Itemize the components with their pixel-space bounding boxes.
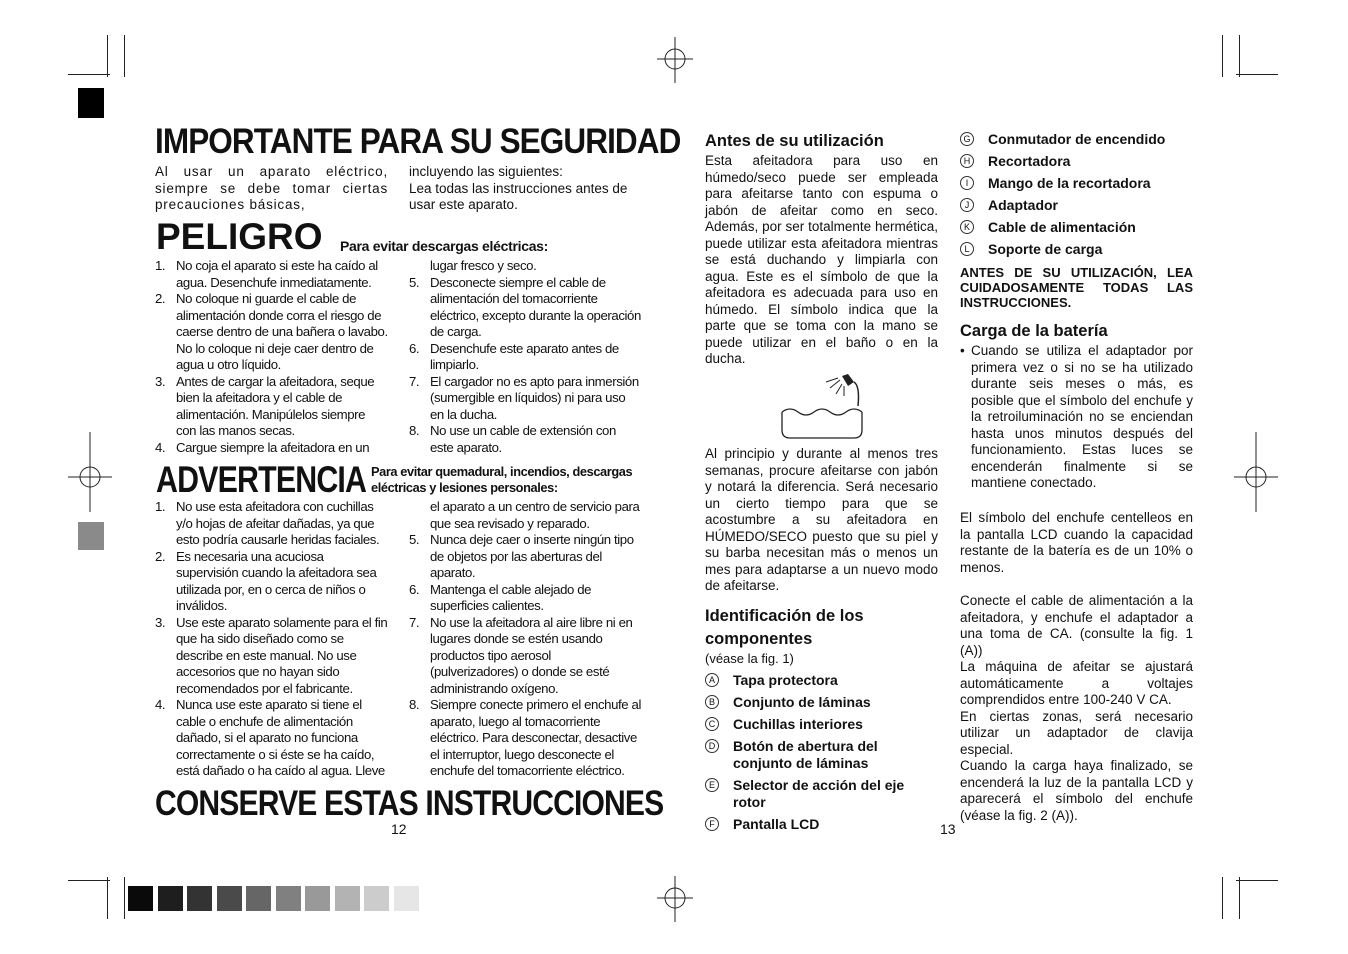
component-label: Pantalla LCD — [733, 816, 820, 832]
list-item-number: 7. — [409, 373, 420, 389]
list-item — [409, 423, 642, 456]
component-item — [705, 694, 940, 711]
grey-square-mark — [78, 522, 104, 550]
charge-heading: Carga de la batería — [960, 322, 1108, 340]
component-label: Conjunto de láminas — [733, 694, 871, 710]
danger-subtitle: Para evitar descargas eléctricas: — [340, 238, 549, 254]
component-letter-icon: L — [960, 242, 974, 256]
color-swatch — [364, 886, 389, 911]
component-item — [960, 219, 1195, 236]
intro-left: Al usar un aparato eléctrico, siempre se debe tomar ciertas precauciones básicas, — [155, 164, 388, 212]
list-item — [155, 549, 388, 615]
list-item-text: No use la afeitadora al aire libre ni en lugares donde se estén usando productos tipo aerosol (pulverizadores) o donde se esté administrando oxígeno. — [430, 614, 633, 696]
component-item — [960, 197, 1195, 214]
list-item — [155, 258, 388, 291]
danger-col-1 — [155, 258, 388, 456]
components-heading: Identificación de los componentes — [705, 607, 864, 648]
danger-col-2 — [409, 258, 642, 456]
component-letter-icon: J — [960, 198, 974, 212]
components-list-2 — [960, 131, 1195, 263]
list-item-number: 6. — [409, 581, 420, 597]
list-item — [409, 374, 642, 424]
caps-note: ANTES DE SU UTILIZACIÓN, LEA CUIDADOSAMENTE TODAS LAS INSTRUCCIONES. — [960, 265, 1193, 310]
list-item — [409, 341, 642, 374]
warning-title: ADVERTENCIA — [156, 459, 367, 500]
component-label: Selector de acción del eje rotor — [733, 777, 905, 810]
component-letter-icon: E — [705, 778, 719, 792]
component-letter-icon: C — [705, 717, 719, 731]
list-item-number: 2. — [155, 291, 166, 306]
component-letter-icon: F — [705, 817, 719, 831]
page-number-left: 12 — [391, 821, 407, 837]
components-note: (véase la fig. 1) — [705, 651, 794, 666]
list-item — [409, 275, 642, 341]
list-item-number: 4. — [155, 697, 166, 712]
component-label: Tapa protectora — [733, 672, 838, 688]
component-label: Mango de la recortadora — [988, 175, 1151, 191]
list-item-text: Nunca deje caer o inserte ningún tipo de objetos por las aberturas del aparato. — [430, 532, 634, 580]
list-item-number: 5. — [409, 274, 420, 290]
component-item — [705, 716, 940, 733]
charge-paragraph-1: El símbolo del enchufe centelleos en la pantalla LCD cuando la capacidad restante de la batería es de un 10% o menos. — [960, 510, 1193, 575]
components-list-1 — [705, 672, 940, 838]
warning-subtitle: Para evitar quemadural, incendios, descargas eléctricas y lesiones personales: — [371, 464, 633, 495]
list-item — [155, 374, 388, 440]
component-label: Soporte de carga — [988, 241, 1103, 257]
color-swatch — [217, 886, 242, 911]
component-label: Recortadora — [988, 153, 1071, 169]
component-letter-icon: B — [705, 695, 719, 709]
list-item-text: Siempre conecte primero el enchufe al aparato, luego al tomacorriente eléctrico. Para desconectar, desactive el interruptor, luego desconecte el enchufe del tomacorriente eléctrico. — [430, 697, 641, 778]
page-title: IMPORTANTE PARA SU SEGURIDAD — [155, 122, 681, 161]
list-item-number: 1. — [155, 258, 166, 273]
before-use-paragraph: Esta afeitadora para uso en húmedo/seco puede ser empleada para afeitarse tanto con espuma o jabón de afeitar como en seco. Además, por ser totalmente hermética, puede utilizar esta afeitadora mientras se está duchando y limpiarla con agua. Este es el símbolo de que la afeitadora es adecuada para uso en húmedo. El símbolo indica que la parte que se toma con la mano se puede utilizar en el baño o en la ducha. — [705, 153, 938, 366]
danger-title: PELIGRO — [156, 216, 323, 257]
registration-mark-icon — [68, 432, 112, 512]
color-swatch — [158, 886, 183, 911]
list-item-text: Mantenga el cable alejado de superficies calientes. — [430, 581, 592, 613]
list-item-number: 7. — [409, 614, 420, 630]
component-item — [705, 738, 940, 772]
list-item-text: Use este aparato solamente para el fin que ha sido diseñado como se describe en este manual. No use accesorios que no hayan sido recomendados por el fabricante. — [176, 614, 388, 696]
component-item — [960, 131, 1195, 148]
wet-use-shower-icon — [778, 372, 868, 442]
list-item — [409, 697, 642, 780]
component-item — [960, 241, 1195, 258]
color-swatch — [394, 886, 419, 911]
charge-bullet-text: Cuando se utiliza el adaptador por primera vez o si no se ha utilizado durante seis meses o más, es posible que el símbolo del enchufe y la retroiluminación no se enciendan hasta unos minutos después del funcionamiento. Estas luces se encenderán finalmente si se mantiene conectado. — [971, 343, 1193, 490]
charge-paragraph-2: Conecte el cable de alimentación a la afeitadora, y enchufe el adaptador a una toma de CA. (consulte la fig. 1 (A)) La máquina de afeitar se ajustará automáticamente a voltajes comprendidos entre 100-240 V CA. En ciertas zonas, será necesario utilizar un adaptador de clavija especial. Cuando la carga haya finalizado, se encenderá la luz de la pantalla LCD y aparecerá el símbolo del enchufe (véase la fig. 2 (A)). — [960, 593, 1193, 823]
list-item — [409, 615, 642, 698]
component-label: Cable de alimentación — [988, 219, 1136, 235]
charge-bullet — [960, 343, 1193, 492]
list-item-text: Desenchufe este aparato antes de limpiarlo. — [430, 340, 619, 372]
list-item-number: 6. — [409, 340, 420, 356]
color-swatch — [246, 886, 271, 911]
page-number-right: 13 — [940, 821, 956, 837]
list-item — [409, 499, 642, 532]
list-item-text: Cargue siempre la afeitadora en un — [176, 439, 370, 455]
component-letter-icon: K — [960, 220, 974, 234]
list-item-number: 2. — [155, 548, 166, 564]
list-item-number: 3. — [155, 373, 166, 389]
list-item-text: Nunca use este aparato si tiene el cable o enchufe de alimentación dañado, si el aparato no funciona correctamente o si éste se ha caído, está dañado o ha caído al agua. Lleve — [176, 697, 385, 778]
component-letter-icon: H — [960, 154, 974, 168]
list-item-text: Es necesaria una acuciosa supervisión cuando la afeitadora sea utilizada por, en o cerca de niños o inválidos. — [176, 548, 377, 613]
before-use-paragraph-2: Al principio y durante al menos tres semanas, procure afeitarse con jabón y notará la diferencia. Será necesario un cierto tiempo para que se acostumbre a su afeitadora en HÚMEDO/SECO puesto que su piel y su barba necesitan más o menos un mes para adaptarse a un nuevo modo de afeitarse. — [705, 446, 938, 593]
list-item-number: 8. — [409, 423, 420, 438]
list-item-text: El cargador no es apto para inmersión (sumergible en líquidos) ni para uso en la ducha. — [430, 373, 639, 422]
list-item — [155, 615, 388, 698]
list-item — [155, 697, 388, 780]
keep-instructions-title: CONSERVE ESTAS INSTRUCCIONES — [155, 784, 664, 823]
list-item-number: 5. — [409, 532, 420, 547]
black-square-mark — [78, 88, 104, 118]
component-letter-icon: D — [705, 739, 719, 753]
component-label: Conmutador de encendido — [988, 131, 1166, 147]
list-item-text: el aparato a un centro de servicio para que sea revisado y reparado. — [430, 499, 640, 531]
list-item-number: 1. — [155, 499, 166, 514]
list-item-number: 3. — [155, 614, 166, 630]
list-item-text: Antes de cargar la afeitadora, seque bien la afeitadora y el cable de alimentación. Manipúlelos siempre con las manos secas. — [176, 373, 375, 438]
component-item — [960, 175, 1195, 192]
list-item-number: 8. — [409, 697, 420, 712]
color-swatch — [128, 886, 153, 911]
list-item — [155, 440, 388, 457]
component-item — [705, 672, 940, 689]
component-label: Botón de abertura del conjunto de láminas — [733, 738, 878, 771]
component-item — [705, 816, 940, 833]
list-item — [409, 582, 642, 615]
color-swatch — [187, 886, 212, 911]
list-item-number: 4. — [155, 439, 166, 455]
list-item-text: Desconecte siempre el cable de alimentación del tomacorriente eléctrico, excepto durante la operación de carga. — [430, 274, 641, 339]
color-swatch — [276, 886, 301, 911]
registration-mark-icon — [655, 37, 695, 83]
component-letter-icon: A — [705, 673, 719, 687]
registration-mark-icon — [1234, 432, 1278, 512]
list-item — [409, 532, 642, 582]
list-item-text: No coja el aparato si este ha caído al agua. Desenchufe inmediatamente. — [176, 258, 378, 290]
list-item-text: No use esta afeitadora con cuchillas y/o hojas de afeitar dañadas, ya que esto podría causarle heridas faciales. — [176, 499, 380, 547]
component-letter-icon: G — [960, 132, 974, 146]
list-item-text: lugar fresco y seco. — [430, 258, 537, 273]
component-item — [960, 153, 1195, 170]
bullet-icon: • — [960, 343, 965, 358]
list-item — [155, 499, 388, 549]
warning-col-2 — [409, 499, 642, 780]
list-item — [155, 291, 388, 374]
registration-mark-icon — [655, 876, 695, 922]
intro-right: incluyendo las siguientes: Lea todas las instrucciones antes de usar este aparato. — [409, 164, 628, 212]
component-label: Cuchillas interiores — [733, 716, 863, 732]
color-swatch — [305, 886, 330, 911]
list-item-text: No use un cable de extensión con este aparato. — [430, 423, 616, 455]
list-item — [409, 258, 642, 275]
component-label: Adaptador — [988, 197, 1058, 213]
warning-col-1 — [155, 499, 388, 780]
before-use-heading: Antes de su utilización — [705, 132, 884, 150]
component-letter-icon: I — [960, 176, 974, 190]
color-swatch — [335, 886, 360, 911]
component-item — [705, 777, 940, 811]
list-item-text: No coloque ni guarde el cable de alimentación donde corra el riesgo de caerse dentro de una bañera o lavabo. No lo coloque ni deje caer dentro de agua u otro líquido. — [176, 291, 388, 372]
